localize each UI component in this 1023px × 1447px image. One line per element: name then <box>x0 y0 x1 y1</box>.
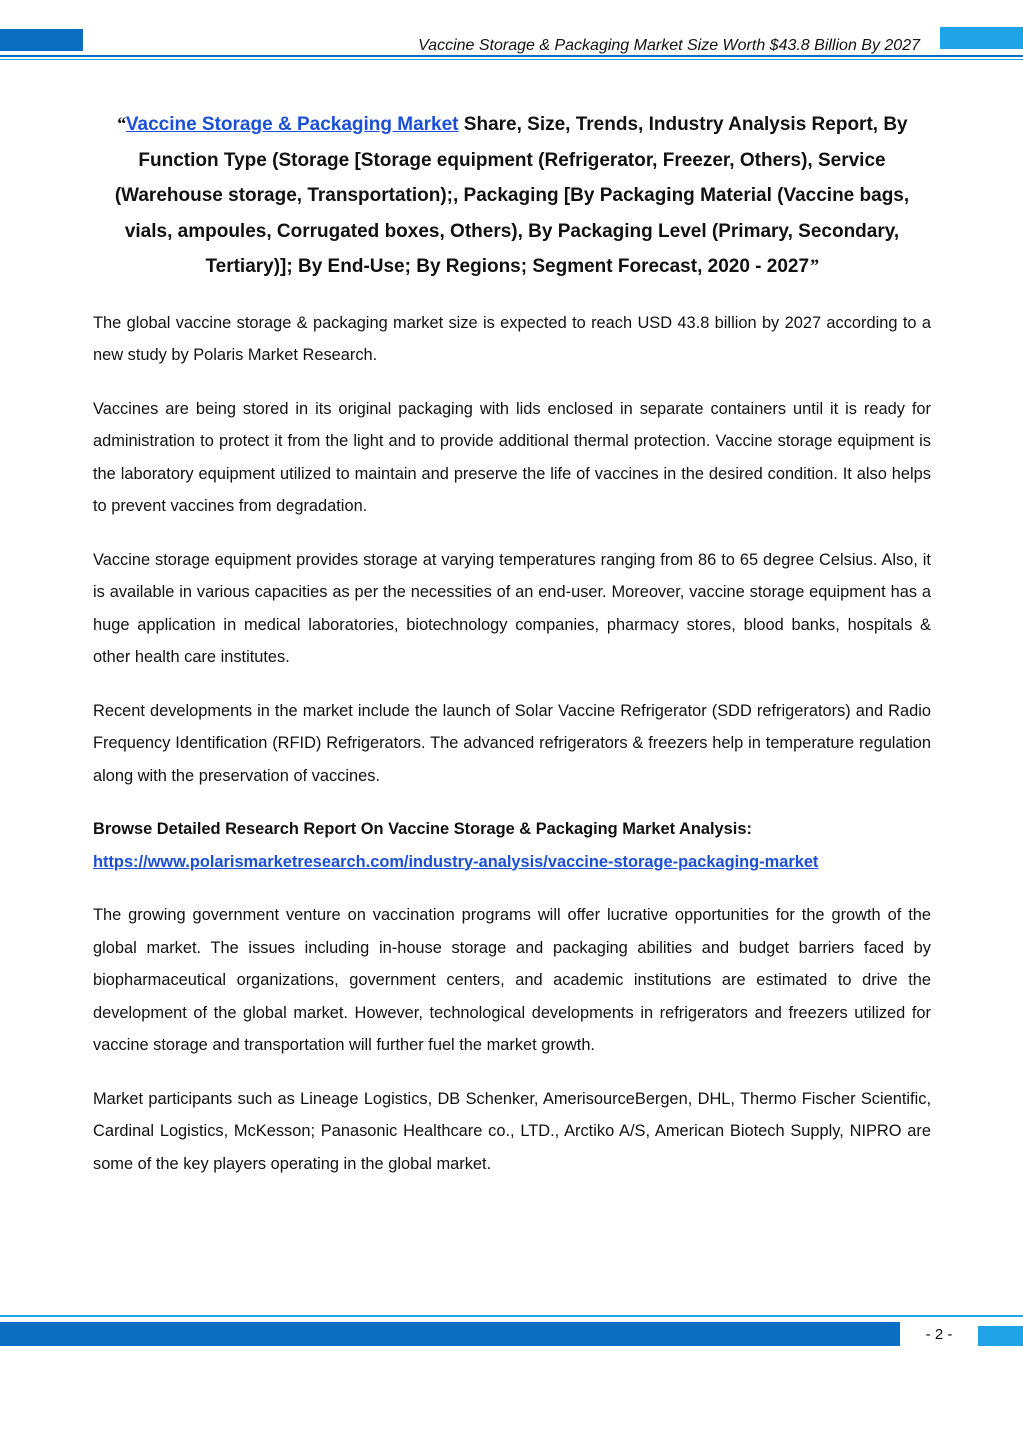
paragraph-market-size: The global vaccine storage & packaging market size is expected to reach USD 43.8 billion by 2027 according to a new study by Polaris Market Research. <box>93 313 931 364</box>
market-report-link[interactable]: Vaccine Storage & Packaging Market <box>125 114 459 135</box>
header-accent-block-right <box>940 27 1023 49</box>
report-title <box>93 107 931 285</box>
header-rule <box>0 55 1023 57</box>
paragraph-market-participants: Market participants such as Lineage Logistics, DB Schenker, AmerisourceBergen, DHL, Thermo Fischer Scientific, Cardinal Logistics, McKesson; Panasonic Healthcare co., LTD., Arctiko A/S, American Biotech Supply, NIPRO are some of the key players operating in the global market. <box>93 1089 931 1173</box>
title-open-quote: “ <box>116 114 126 135</box>
browse-section <box>93 813 931 878</box>
header-title: Vaccine Storage & Packaging Market Size Worth $43.8 Billion By 2027 <box>418 37 920 54</box>
title-text: Share, Size, Trends, Industry Analysis Report, By Function Type (Storage [Storage equipment (Refrigerator, Freezer, Others), Service (Warehouse storage, Transportation);, Packaging [By Packaging Material (Vaccine bags, vials, ampoules, Corrugated boxes, Others), By Packaging Level (Primary, Secondary, Tertiary)]; By End-Use; By Regions; Segment Forecast, 2020 - 2027 <box>114 114 910 277</box>
title-close-quote: ” <box>809 256 819 277</box>
footer-accent-block-right <box>978 1326 1023 1346</box>
browse-label: Browse Detailed Research Report On Vaccine Storage & Packaging Market Analysis: <box>93 820 752 838</box>
footer-rule <box>0 1315 1023 1317</box>
document-body <box>93 107 931 1201</box>
header-rule-thin <box>0 59 1023 60</box>
paragraph-vaccine-packaging: Vaccines are being stored in its original packaging with lids enclosed in separate containers until it is ready for administration to protect it from the light and to provide additional thermal protection. Vaccine storage equipment is the laboratory equipment utilized to maintain and preserve the life of vaccines in the desired condition. It also helps to prevent vaccines from degradation. <box>93 399 931 515</box>
paragraph-storage-equipment: Vaccine storage equipment provides storage at varying temperatures ranging from 86 to 65 degree Celsius. Also, it is available in various capacities as per the necessities of an end-user. Moreover, vaccine storage equipment has a huge application in medical laboratories, biotechnology companies, pharmacy stores, blood banks, hospitals & other health care institutes. <box>93 550 931 666</box>
paragraph-growth-drivers: The growing government venture on vaccination programs will offer lucrative opportunities for the growth of the global market. The issues including in-house storage and packaging abilities and budget barriers faced by biopharmaceutical organizations, government centers, and academic institutions are estimated to drive the development of the global market. However, technological developments in refrigerators and freezers utilized for vaccine storage and transportation will further fuel the market growth. <box>93 906 931 1054</box>
paragraph-recent-developments: Recent developments in the market include the launch of Solar Vaccine Refrigerator (SDD refrigerators) and Radio Frequency Identification (RFID) Refrigerators. The advanced refrigerators & freezers help in temperature regulation along with the preservation of vaccines. <box>93 701 931 785</box>
page-number: - 2 - <box>925 1326 953 1343</box>
header-accent-block-left <box>0 29 83 51</box>
browse-report-link[interactable]: https://www.polarismarketresearch.com/industry-analysis/vaccine-storage-packaging-market <box>93 852 819 871</box>
footer-accent-bar <box>0 1322 900 1346</box>
